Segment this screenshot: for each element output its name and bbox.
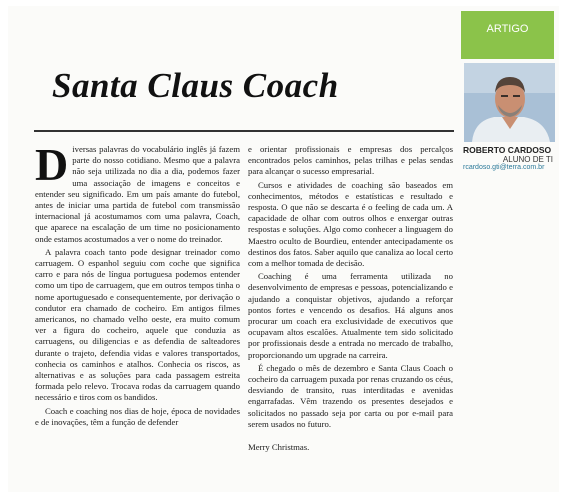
article-column-1 <box>35 139 240 430</box>
article-column-2 <box>248 144 453 455</box>
drop-cap: D <box>35 139 69 190</box>
paragraph <box>35 139 240 245</box>
closing-line: Merry Christmas. <box>248 442 310 453</box>
paragraph-text: iversas palavras do vocabulário inglês já fazem parte do nosso cotidiano. Mesmo que a palavra não seja utilizada no dia a dia, podemos fazer uma associação de imagens e conceitos e entender seu significado. Em um país amante do futebol, antes de iniciar uma partida de futebol com transmissão internacional já acostumamos com uma palavra, Coach, que aparece na escalação de um time no posicionamento onde estamos acostumados a ver o nome do treinador. <box>35 144 240 244</box>
author-photo <box>464 63 555 142</box>
author-role: ALUNO DE TI <box>502 155 553 164</box>
paragraph: A palavra coach tanto pode designar treinador como carruagem. O espanhol seguiu com coche que significa carro e para nós de língua portuguesa podemos entender como um tipo de carruagem, que em outros tempos tinha o nome aportuguesado e consequentemente, por derivação o condutor era chamado de cocheiro. Em antigos filmes americanos, no chamado velho oeste, era muito comum ver a figura do cocheiro, aquele que conduzia as carruagens, ou diligencias e as defendia de salteadores durante o trajeto, defendia vidas e valores transportados, conhecia os caminhos e atalhos. Conhecia os riscos, as alternativas e as soluções para cada passagem estreita formada pelo relevo. Trocava rodas da carruagem quando necessário e tiros com os bandidos. <box>35 246 240 403</box>
magazine-page <box>8 6 559 492</box>
author-email[interactable]: rcardoso.gti@terra.com.br <box>463 164 545 171</box>
paragraph: Coaching é uma ferramenta utilizada no desenvolvimento de empresas e pessoas, potencializando e ajudando a conquistar objetivos, ajudando a reforçar pontos fortes e vencendo os desafios. Há alguns anos procurar um coach era exclusividade de executivos que ocupavam altos escalões. Atualmente tem sido solicitado por profissionais desde a entrada no mercado de trabalho, proporcionando um upgrade na carreira. <box>248 271 453 360</box>
section-tab <box>461 11 554 59</box>
paragraph: e orientar profissionais e empresas dos percalços encontrados pelos caminhos, pelas trilhas e pelas sendas para alcançar o sucesso empresarial. <box>248 144 453 177</box>
author-info <box>463 145 563 171</box>
article-title: Santa Claus Coach <box>52 66 339 105</box>
paragraph: Coach e coaching nos dias de hoje, época de novidades e de inovações, têm a função de defender <box>35 405 240 427</box>
title-divider <box>34 130 454 132</box>
section-label: ARTIGO <box>486 23 529 35</box>
paragraph: Cursos e atividades de coaching são baseados em conhecimentos, métodos e estatísticas e resultado e resposta. O que não se descarta é o feeling de cada um. A capacidade de olhar com outros olhos e enxergar outras respostas e soluções. Algo como conhecer a linguagem do Maestro oculto de Bourdieu, entender antecipadamente os destinos dos fatos. Saber aquilo que canaliza ao local certo com a melhor tomada de decisão. <box>248 179 453 269</box>
author-portrait-image <box>464 63 555 142</box>
paragraph: É chegado o mês de dezembro e Santa Claus Coach o cocheiro da carruagem puxada por renas cruzando os céus, desviando de transito, ruas interditadas e avenidas engarrafadas. Vêm trazendo os presentes desejados e solicitados no passado seja por carta ou por e-mail para serem usados no futuro. <box>248 362 453 429</box>
author-name: ROBERTO CARDOSO <box>463 145 552 155</box>
